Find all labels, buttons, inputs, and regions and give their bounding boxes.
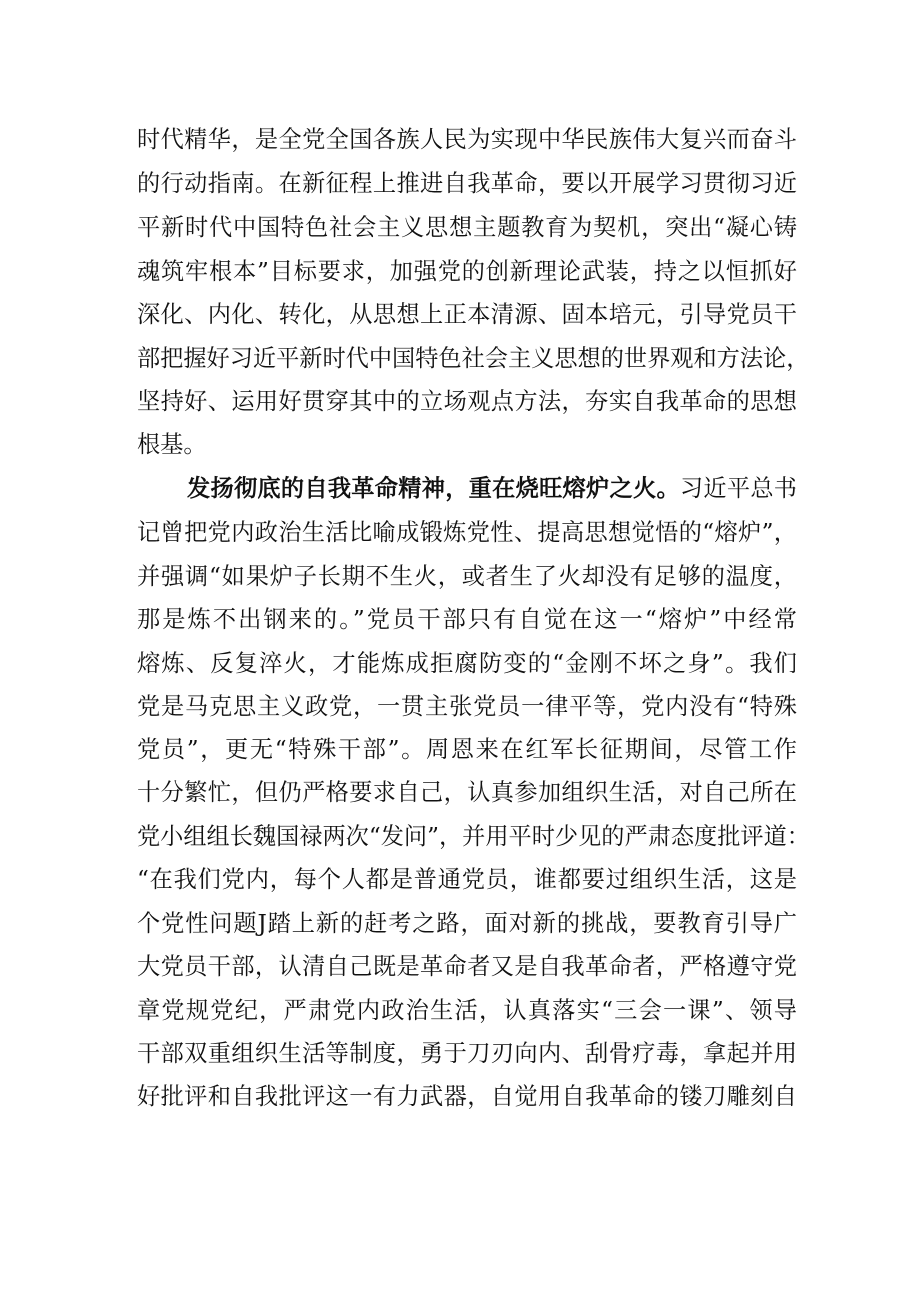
paragraph-2-line-5: 熔炼、反复淬火，才能炼成拒腐防变的“金刚不坏之身”。我们 — [137, 650, 797, 677]
paragraph-1-line-6: 部把握好习近平新时代中国特色社会主义思想的世界观和方法论， — [137, 345, 810, 372]
paragraph-1-line-4: 魂筑牢根本”目标要求，加强党的创新理论武装，持之以恒抓好 — [137, 258, 797, 285]
paragraph-2-line-15: 好批评和自我批评这一有力武器，自觉用自我革命的镂刀雕刻自 — [137, 1083, 797, 1110]
paragraph-1-line-1: 时代精华，是全党全国各族人民为实现中华民族伟大复兴而奋斗 — [137, 126, 797, 153]
paragraph-2-line-13: 章党规党纪，严肃党内政治生活，认真落实“三会一课”、领导 — [137, 997, 797, 1024]
paragraph-2-line-2: 记曾把党内政治生活比喻成锻炼党性、提高思想觉悟的“熔炉”， — [137, 519, 797, 546]
paragraph-2-line-3: 并强调“如果炉子长期不生火，或者生了火却没有足够的温度， — [137, 563, 797, 590]
paragraph-2-line-8: 十分繁忙，但仍严格要求自己，认真参加组织生活，对自己所在 — [137, 779, 797, 806]
paragraph-2-line-12: 大党员干部，认清自己既是革命者又是自我革命者，严格遵守党 — [137, 953, 797, 980]
paragraph-2-first-line-rest: 习近平总书 — [679, 475, 797, 502]
paragraph-2-line-7: 党员”，更无“特殊干部”。周恩来在红军长征期间，尽管工作 — [137, 736, 797, 763]
paragraph-2-heading: 发扬彻底的自我革命精神，重在烧旺熔炉之火。 — [187, 475, 680, 502]
paragraph-2-line-4: 那是炼不出钢来的。”党员干部只有自觉在这一“熔炉”中经常 — [137, 606, 797, 633]
paragraph-1-line-2: 的行动指南。在新征程上推进自我革命，要以开展学习贯彻习近 — [137, 170, 797, 197]
paragraph-1-line-7: 坚持好、运用好贯穿其中的立场观点方法，夯实自我革命的思想 — [137, 388, 797, 415]
paragraph-1-line-8: 根基。 — [137, 431, 207, 458]
paragraph-2-line-1 — [187, 472, 797, 506]
paragraph-2-line-11: 个党性问题J踏上新的赶考之路，面对新的挑战，要教育引导广 — [137, 910, 797, 937]
paragraph-1-line-3: 平新时代中国特色社会主义思想主题教育为契机，突出“凝心铸 — [137, 214, 797, 241]
paragraph-1-line-5: 深化、内化、转化，从思想上正本清源、固本培元，引导党员干 — [137, 301, 797, 328]
paragraph-2-line-10: “在我们党内，每个人都是普通党员，谁都要过组织生活，这是 — [137, 866, 797, 893]
paragraph-2-line-9: 党小组组长魏国禄两次“发问”，并用平时少见的严肃态度批评道： — [137, 823, 810, 850]
paragraph-2-line-6: 党是马克思主义政党，一贯主张党员一律平等，党内没有“特殊 — [137, 693, 797, 720]
paragraph-2-line-14: 干部双重组织生活等制度，勇于刀刃向内、刮骨疗毒，拿起并用 — [137, 1040, 797, 1067]
